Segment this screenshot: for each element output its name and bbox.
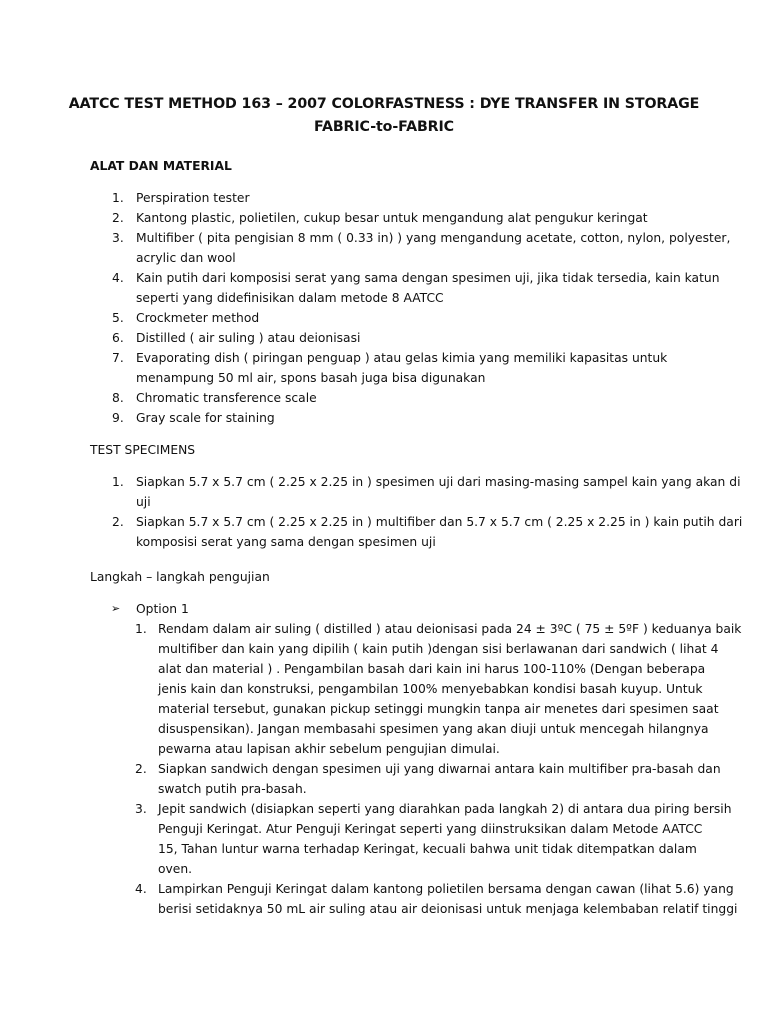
list-item-text-line: berisi setidaknya 50 mL air suling atau air deionisasi untuk menjaga kelembaban relatif tinggi [158,902,738,916]
list-item-text-line: 15, Tahan luntur warna terhadap Keringat, kecuali bahwa unit tidak ditempatkan dalam [158,842,697,856]
list-item-number: 7. [112,351,124,365]
list-item-text-line: Perspiration tester [136,191,250,205]
list-item-text-line: seperti yang didefinisikan dalam metode 8 AATCC [136,291,444,305]
list-item-text-line: Distilled ( air suling ) atau deionisasi [136,331,361,345]
list-item [90,308,730,328]
list-item-text-line: menampung 50 ml air, spons basah juga bisa digunakan [136,371,486,385]
list-item-text-line: pewarna atau lapisan akhir sebelum pengujian dimulai. [158,742,500,756]
list-item [90,512,742,552]
list-item-text-line: multifiber dan kain yang dipilih ( kain putih )dengan sisi berlawanan dari sandwich ( lihat 4 [158,642,719,656]
list-item-number: 4. [112,271,124,285]
list-item [90,472,742,512]
list-item-number: 2. [135,762,147,776]
list-item [90,228,730,268]
heading-test-specimens: TEST SPECIMENS [90,443,196,457]
list-item-text-line: Jepit sandwich (disiapkan seperti yang diarahkan pada langkah 2) di antara dua piring bersih [158,802,732,816]
list-item [111,799,732,879]
list-item-text-line: Chromatic transference scale [136,391,317,405]
title-line-1: AATCC TEST METHOD 163 – 2007 COLORFASTNESS : DYE TRANSFER IN STORAGE [68,96,700,112]
title-line-2: FABRIC-to-FABRIC [314,119,454,135]
list-item-number: 8. [112,391,124,405]
list-item [111,879,738,919]
list-item-text-line: disuspensikan). Jangan membasahi spesimen yang akan diuji untuk mencegah hilangnya [158,722,709,736]
list-item [90,348,730,388]
list-item-text-line: swatch putih pra-basah. [158,782,307,796]
list-item-number: 2. [112,515,124,529]
list-item-text-line: Siapkan 5.7 x 5.7 cm ( 2.25 x 2.25 in ) multifiber dan 5.7 x 5.7 cm ( 2.25 x 2.25 in ) kain putih dari [136,515,743,529]
heading-langkah-pengujian: Langkah – langkah pengujian [90,570,270,584]
list-item-text-line: Penguji Keringat. Atur Penguji Keringat seperti yang diinstruksikan dalam Metode AATCC [158,822,703,836]
list-item-text-line: Siapkan 5.7 x 5.7 cm ( 2.25 x 2.25 in ) spesimen uji dari masing-masing sampel kain yang akan di [136,475,741,489]
heading-alat-dan-material: ALAT DAN MATERIAL [90,159,232,173]
arrow-bullet-icon: ➢ [111,602,121,615]
specimen-list [90,472,742,552]
list-item-text-line: Kantong plastic, polietilen, cukup besar untuk mengandung alat pengukur keringat [136,211,648,225]
list-item-text-line: acrylic dan wool [136,251,236,265]
list-item [111,759,721,799]
list-item-text-line: Kain putih dari komposisi serat yang sama dengan spesimen uji, jika tidak tersedia, kain katun [136,271,720,285]
list-item-text-line: Siapkan sandwich dengan spesimen uji yang diwarnai antara kain multifiber pra-basah dan [158,762,721,776]
list-item-number: 2. [112,211,124,225]
list-item-number: 3. [135,802,147,816]
option-label: Option 1 [136,602,189,616]
list-item-number: 4. [135,882,147,896]
list-item [90,208,730,228]
list-item-text-line: material tersebut, gunakan pickup setinggi mungkin tanpa air menetes dari spesimen saat [158,702,719,716]
list-item-text-line: jenis kain dan konstruksi, pengambilan 100% menyebabkan kondisi basah kuyup. Untuk [158,682,703,696]
list-item [90,188,730,208]
list-item-text-line: alat dan material ) . Pengambilan basah dari kain ini harus 100-110% (Dengan beberapa [158,662,706,676]
list-item-number: 6. [112,331,124,345]
list-item-text-line: uji [136,495,151,509]
list-item-number: 5. [112,311,124,325]
document-title [60,93,708,139]
steps-list [111,619,742,919]
list-item [90,408,730,428]
list-item-text-line: komposisi serat yang sama dengan spesimen uji [136,535,436,549]
list-item [90,328,730,348]
list-item [111,619,742,759]
list-item-number: 9. [112,411,124,425]
list-item [90,388,730,408]
list-item-text-line: Lampirkan Penguji Keringat dalam kantong polietilen bersama dengan cawan (lihat 5.6) yang [158,882,734,896]
list-item-number: 3. [112,231,124,245]
list-item-number: 1. [135,622,147,636]
list-item-text-line: Crockmeter method [136,311,260,325]
list-item [90,268,730,308]
list-item-text-line: Evaporating dish ( piringan penguap ) atau gelas kimia yang memiliki kapasitas untuk [136,351,668,365]
list-item-text-line: Multifiber ( pita pengisian 8 mm ( 0.33 in) ) yang mengandung acetate, cotton, nylon, polyester, [136,231,731,245]
list-item-number: 1. [112,475,124,489]
material-list [90,188,730,428]
list-item-text-line: Rendam dalam air suling ( distilled ) atau deionisasi pada 24 ± 3ºC ( 75 ± 5ºF ) keduanya baik [158,622,742,636]
list-item-text-line: Gray scale for staining [136,411,275,425]
list-item-text-line: oven. [158,862,193,876]
list-item-number: 1. [112,191,124,205]
